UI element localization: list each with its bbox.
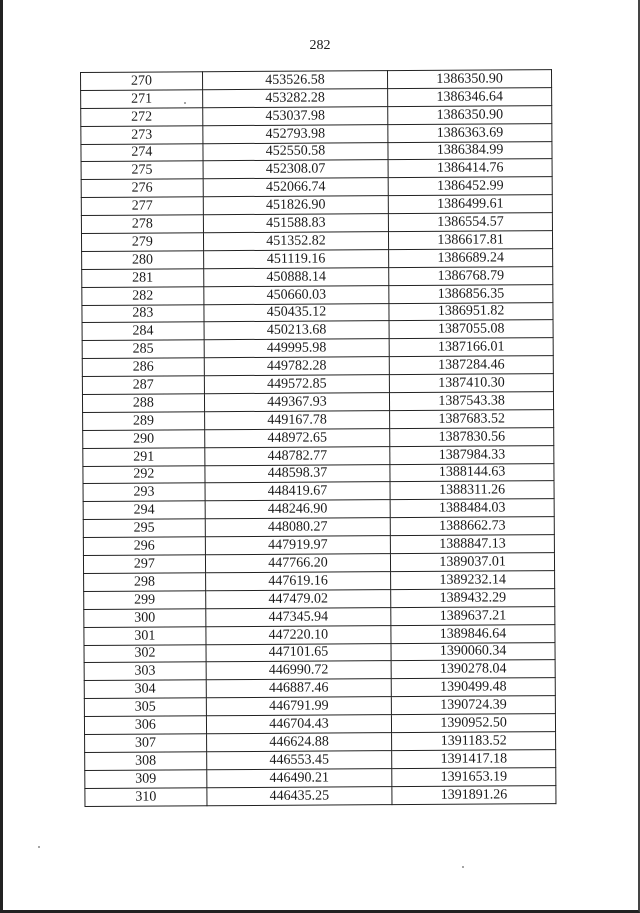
point-number-cell: 290 bbox=[83, 430, 205, 449]
x-coordinate-cell: 446490.21 bbox=[207, 768, 393, 787]
y-coordinate-cell: 1387166.01 bbox=[389, 338, 553, 357]
point-number-cell: 291 bbox=[83, 447, 205, 466]
coordinates-table-body bbox=[81, 70, 556, 806]
table-row bbox=[84, 571, 555, 592]
point-number-cell: 285 bbox=[82, 340, 204, 359]
x-coordinate-cell: 451826.90 bbox=[203, 196, 389, 215]
x-coordinate-cell: 448246.90 bbox=[205, 500, 391, 519]
y-coordinate-cell: 1388144.63 bbox=[390, 463, 554, 482]
table-row bbox=[82, 266, 553, 287]
table-row bbox=[81, 177, 552, 198]
point-number-cell: 270 bbox=[81, 72, 203, 91]
y-coordinate-cell: 1386384.99 bbox=[388, 141, 552, 160]
point-number-cell: 293 bbox=[83, 483, 205, 502]
x-coordinate-cell: 448782.77 bbox=[205, 446, 391, 465]
point-number-cell: 286 bbox=[82, 358, 204, 377]
y-coordinate-cell: 1387543.38 bbox=[390, 392, 554, 411]
y-coordinate-cell: 1386617.81 bbox=[389, 231, 553, 250]
x-coordinate-cell: 450888.14 bbox=[203, 267, 389, 286]
point-number-cell: 287 bbox=[82, 376, 204, 395]
y-coordinate-cell: 1391183.52 bbox=[392, 732, 556, 751]
x-coordinate-cell: 449995.98 bbox=[204, 339, 390, 358]
x-coordinate-cell: 447479.02 bbox=[205, 589, 391, 608]
y-coordinate-cell: 1386350.90 bbox=[388, 70, 552, 89]
y-coordinate-cell: 1386856.35 bbox=[389, 284, 553, 303]
point-number-cell: 272 bbox=[81, 108, 203, 127]
table-row bbox=[83, 517, 554, 538]
y-coordinate-cell: 1390499.48 bbox=[391, 678, 555, 697]
point-number-cell: 303 bbox=[84, 662, 206, 681]
table-row bbox=[85, 785, 556, 806]
y-coordinate-cell: 1386768.79 bbox=[389, 266, 553, 285]
y-coordinate-cell: 1391891.26 bbox=[392, 785, 556, 804]
x-coordinate-cell: 451352.82 bbox=[203, 232, 389, 251]
x-coordinate-cell: 449167.78 bbox=[204, 411, 390, 430]
table-row bbox=[82, 320, 553, 341]
table-row bbox=[84, 714, 555, 735]
table-row bbox=[85, 767, 556, 788]
x-coordinate-cell: 446435.25 bbox=[207, 786, 393, 805]
y-coordinate-cell: 1390952.50 bbox=[392, 714, 556, 733]
x-coordinate-cell: 447220.10 bbox=[206, 625, 392, 644]
point-number-cell: 295 bbox=[83, 519, 205, 538]
table-row bbox=[82, 284, 553, 305]
y-coordinate-cell: 1386951.82 bbox=[389, 302, 553, 321]
point-number-cell: 280 bbox=[82, 251, 204, 270]
x-coordinate-cell: 452308.07 bbox=[203, 160, 389, 179]
table-row bbox=[81, 141, 552, 162]
point-number-cell: 274 bbox=[81, 143, 203, 162]
table-row bbox=[83, 410, 554, 431]
table-row bbox=[83, 427, 554, 448]
page-number: 282 bbox=[309, 38, 331, 53]
x-coordinate-cell: 446887.46 bbox=[206, 679, 392, 698]
x-coordinate-cell: 452066.74 bbox=[203, 178, 389, 197]
y-coordinate-cell: 1389037.01 bbox=[391, 553, 555, 572]
table-row bbox=[84, 642, 555, 663]
x-coordinate-cell: 446990.72 bbox=[206, 661, 392, 680]
point-number-cell: 289 bbox=[83, 412, 205, 431]
point-number-cell: 309 bbox=[85, 769, 207, 788]
table-row bbox=[85, 732, 556, 753]
table-row bbox=[82, 356, 553, 377]
table-row bbox=[82, 374, 553, 395]
point-number-cell: 284 bbox=[82, 322, 204, 341]
y-coordinate-cell: 1388484.03 bbox=[390, 499, 554, 518]
y-coordinate-cell: 1390060.34 bbox=[391, 642, 555, 661]
point-number-cell: 297 bbox=[83, 555, 205, 574]
y-coordinate-cell: 1387830.56 bbox=[390, 427, 554, 446]
y-coordinate-cell: 1388847.13 bbox=[391, 535, 555, 554]
y-coordinate-cell: 1388662.73 bbox=[390, 517, 554, 536]
x-coordinate-cell: 450435.12 bbox=[204, 303, 390, 322]
y-coordinate-cell: 1391417.18 bbox=[392, 749, 556, 768]
table-row bbox=[84, 696, 555, 717]
table-row bbox=[82, 338, 553, 359]
table-row bbox=[81, 88, 552, 109]
table-row bbox=[83, 463, 554, 484]
x-coordinate-cell: 447766.20 bbox=[205, 554, 391, 573]
table-row bbox=[83, 481, 554, 502]
x-coordinate-cell: 452793.98 bbox=[203, 124, 389, 143]
x-coordinate-cell: 448080.27 bbox=[205, 518, 391, 537]
y-coordinate-cell: 1389232.14 bbox=[391, 571, 555, 590]
x-coordinate-cell: 453282.28 bbox=[202, 89, 388, 108]
scan-speck bbox=[38, 846, 40, 848]
point-number-cell: 288 bbox=[82, 394, 204, 413]
table-row bbox=[82, 302, 553, 323]
x-coordinate-cell: 448598.37 bbox=[205, 464, 391, 483]
x-coordinate-cell: 449782.28 bbox=[204, 357, 390, 376]
y-coordinate-cell: 1386363.69 bbox=[388, 123, 552, 142]
y-coordinate-cell: 1389637.21 bbox=[391, 606, 555, 625]
point-number-cell: 275 bbox=[81, 161, 203, 180]
y-coordinate-cell: 1386689.24 bbox=[389, 249, 553, 268]
point-number-cell: 294 bbox=[83, 501, 205, 520]
point-number-cell: 276 bbox=[81, 179, 203, 198]
table-row bbox=[84, 606, 555, 627]
x-coordinate-cell: 447919.97 bbox=[205, 536, 391, 555]
table-row bbox=[81, 195, 552, 216]
x-coordinate-cell: 452550.58 bbox=[203, 142, 389, 161]
point-number-cell: 304 bbox=[84, 680, 206, 699]
y-coordinate-cell: 1387410.30 bbox=[390, 374, 554, 393]
point-number-cell: 305 bbox=[84, 698, 206, 717]
x-coordinate-cell: 450660.03 bbox=[204, 285, 390, 304]
x-coordinate-cell: 453037.98 bbox=[202, 106, 388, 125]
point-number-cell: 296 bbox=[83, 537, 205, 556]
y-coordinate-cell: 1390278.04 bbox=[391, 660, 555, 679]
table-row bbox=[81, 70, 552, 91]
table-row bbox=[84, 588, 555, 609]
y-coordinate-cell: 1387984.33 bbox=[390, 445, 554, 464]
x-coordinate-cell: 446553.45 bbox=[206, 750, 392, 769]
point-number-cell: 292 bbox=[83, 465, 205, 484]
x-coordinate-cell: 450213.68 bbox=[204, 321, 390, 340]
y-coordinate-cell: 1391653.19 bbox=[392, 767, 556, 786]
point-number-cell: 302 bbox=[84, 644, 206, 663]
point-number-cell: 299 bbox=[84, 591, 206, 610]
x-coordinate-cell: 453526.58 bbox=[202, 71, 388, 90]
point-number-cell: 300 bbox=[84, 608, 206, 627]
y-coordinate-cell: 1386414.76 bbox=[388, 159, 552, 178]
point-number-cell: 306 bbox=[84, 716, 206, 735]
table-row bbox=[81, 159, 552, 180]
table-row bbox=[84, 660, 555, 681]
point-number-cell: 283 bbox=[82, 304, 204, 323]
y-coordinate-cell: 1386499.61 bbox=[388, 195, 552, 214]
point-number-cell: 271 bbox=[81, 90, 203, 109]
point-number-cell: 298 bbox=[84, 573, 206, 592]
x-coordinate-cell: 451588.83 bbox=[203, 214, 389, 233]
scan-speck bbox=[462, 866, 464, 868]
y-coordinate-cell: 1387683.52 bbox=[390, 410, 554, 429]
point-number-cell: 277 bbox=[81, 197, 203, 216]
table-row bbox=[84, 678, 555, 699]
point-number-cell: 279 bbox=[81, 233, 203, 252]
point-number-cell: 310 bbox=[85, 787, 207, 806]
point-number-cell: 278 bbox=[81, 215, 203, 234]
table-row bbox=[82, 249, 553, 270]
y-coordinate-cell: 1389432.29 bbox=[391, 588, 555, 607]
x-coordinate-cell: 446624.88 bbox=[206, 733, 392, 752]
x-coordinate-cell: 447345.94 bbox=[206, 607, 392, 626]
y-coordinate-cell: 1386452.99 bbox=[388, 177, 552, 196]
table-row bbox=[82, 392, 553, 413]
table-row bbox=[83, 535, 554, 556]
table-row bbox=[83, 499, 554, 520]
y-coordinate-cell: 1388311.26 bbox=[390, 481, 554, 500]
table-row bbox=[83, 445, 554, 466]
x-coordinate-cell: 448972.65 bbox=[204, 428, 390, 447]
table-row bbox=[85, 749, 556, 770]
x-coordinate-cell: 447101.65 bbox=[206, 643, 392, 662]
y-coordinate-cell: 1386346.64 bbox=[388, 88, 552, 107]
point-number-cell: 308 bbox=[85, 752, 207, 771]
x-coordinate-cell: 449572.85 bbox=[204, 375, 390, 394]
table-row bbox=[81, 123, 552, 144]
point-number-cell: 281 bbox=[82, 269, 204, 288]
y-coordinate-cell: 1387055.08 bbox=[389, 320, 553, 339]
x-coordinate-cell: 446791.99 bbox=[206, 697, 392, 716]
table-row bbox=[81, 213, 552, 234]
point-number-cell: 301 bbox=[84, 626, 206, 645]
table-row bbox=[84, 624, 555, 645]
scan-speck bbox=[184, 102, 186, 104]
y-coordinate-cell: 1387284.46 bbox=[389, 356, 553, 375]
point-number-cell: 273 bbox=[81, 125, 203, 144]
x-coordinate-cell: 451119.16 bbox=[203, 250, 389, 269]
table-row bbox=[81, 105, 552, 126]
y-coordinate-cell: 1389846.64 bbox=[391, 624, 555, 643]
y-coordinate-cell: 1390724.39 bbox=[392, 696, 556, 715]
table-row bbox=[83, 553, 554, 574]
table-row bbox=[81, 231, 552, 252]
y-coordinate-cell: 1386554.57 bbox=[389, 213, 553, 232]
point-number-cell: 307 bbox=[85, 734, 207, 753]
x-coordinate-cell: 447619.16 bbox=[205, 572, 391, 591]
x-coordinate-cell: 446704.43 bbox=[206, 715, 392, 734]
point-number-cell: 282 bbox=[82, 286, 204, 305]
coordinates-table bbox=[80, 69, 556, 806]
y-coordinate-cell: 1386350.90 bbox=[388, 105, 552, 124]
x-coordinate-cell: 448419.67 bbox=[205, 482, 391, 501]
x-coordinate-cell: 449367.93 bbox=[204, 393, 390, 412]
